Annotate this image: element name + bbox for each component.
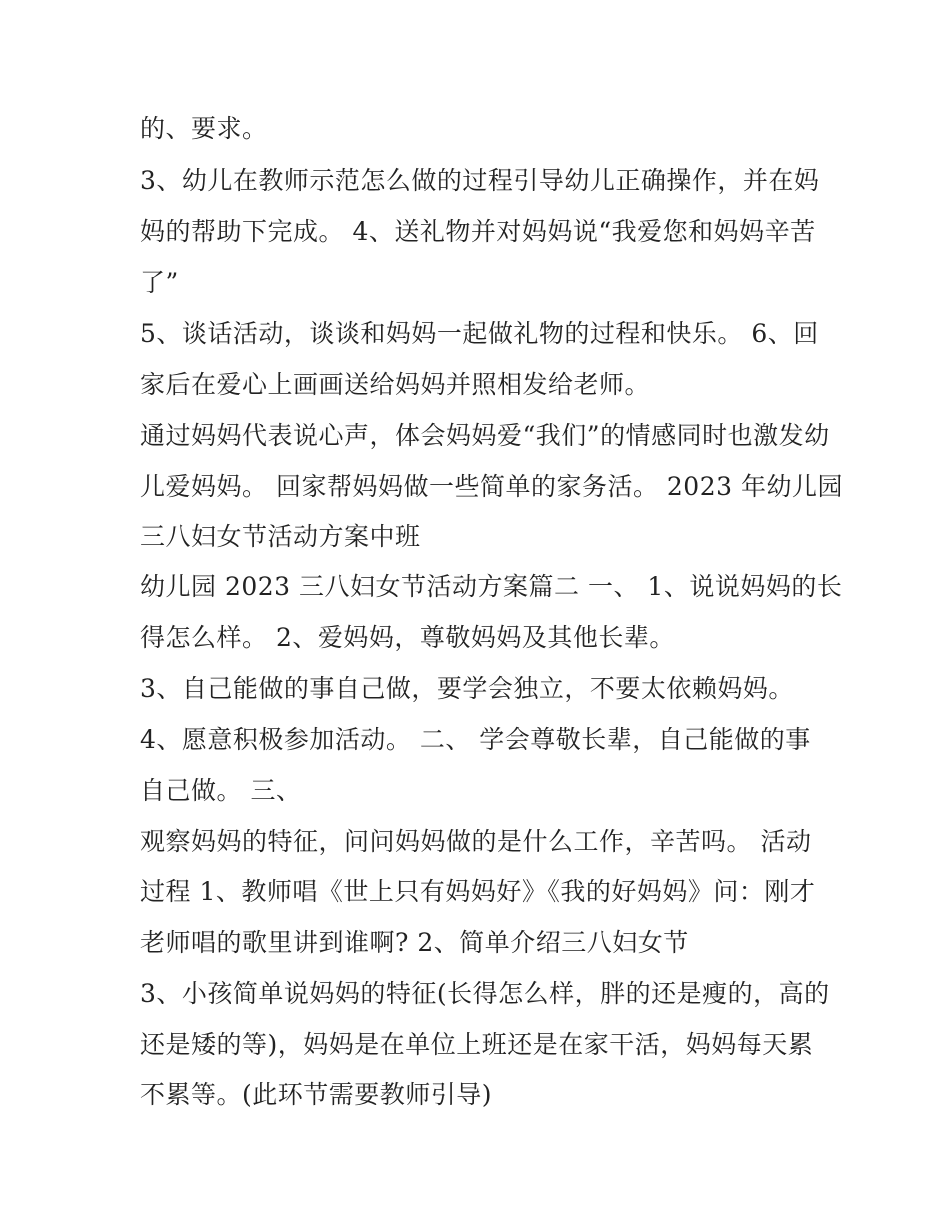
text-line: 儿爱妈妈。 回家帮妈妈做一些简单的家务活。 2023 年幼儿园 [140, 472, 843, 501]
text-line: 家后在爱心上画画送给妈妈并照相发给老师。 [140, 370, 651, 399]
text-line: 5、谈话活动，谈谈和妈妈一起做礼物的过程和快乐。 6、回 [140, 319, 819, 348]
text-line: 4、愿意积极参加活动。 二、 学会尊敬长辈，自己能做的事 [140, 725, 811, 754]
text-line: 妈的帮助下完成。 4、送礼物并对妈妈说“我爱您和妈妈辛苦 [140, 217, 816, 246]
text-line: 的、要求。 [140, 114, 268, 143]
text-line: 不累等。(此环节需要教师引导) [140, 1080, 493, 1109]
text-line: 观察妈妈的特征，问问妈妈做的是什么工作，辛苦吗。 活动 [140, 827, 812, 856]
text-line: 幼儿园 2023 三八妇女节活动方案篇二 一、 1、说说妈妈的长 [140, 572, 843, 601]
text-line: 3、自己能做的事自己做，要学会独立，不要太依赖妈妈。 [140, 674, 794, 703]
text-line: 了” [140, 268, 179, 297]
text-line: 老师唱的歌里讲到谁啊? 2、简单介绍三八妇女节 [140, 928, 689, 957]
text-line: 过程 1、教师唱《世上只有妈妈好》《我的好妈妈》问：刚才 [140, 877, 816, 906]
text-line: 还是矮的等)，妈妈是在单位上班还是在家干活，妈妈每天累 [140, 1030, 814, 1059]
text-line: 3、小孩简单说妈妈的特征(长得怎么样，胖的还是瘦的，高的 [140, 979, 830, 1008]
text-line: 自己做。 三、 [140, 776, 302, 805]
text-line: 得怎么样。 2、爱妈妈，尊敬妈妈及其他长辈。 [140, 623, 675, 652]
text-line: 通过妈妈代表说心声，体会妈妈爱“我们”的情感同时也激发幼 [140, 421, 830, 450]
text-line: 3、幼儿在教师示范怎么做的过程引导幼儿正确操作，并在妈 [140, 166, 820, 195]
text-line: 三八妇女节活动方案中班 [140, 522, 421, 551]
